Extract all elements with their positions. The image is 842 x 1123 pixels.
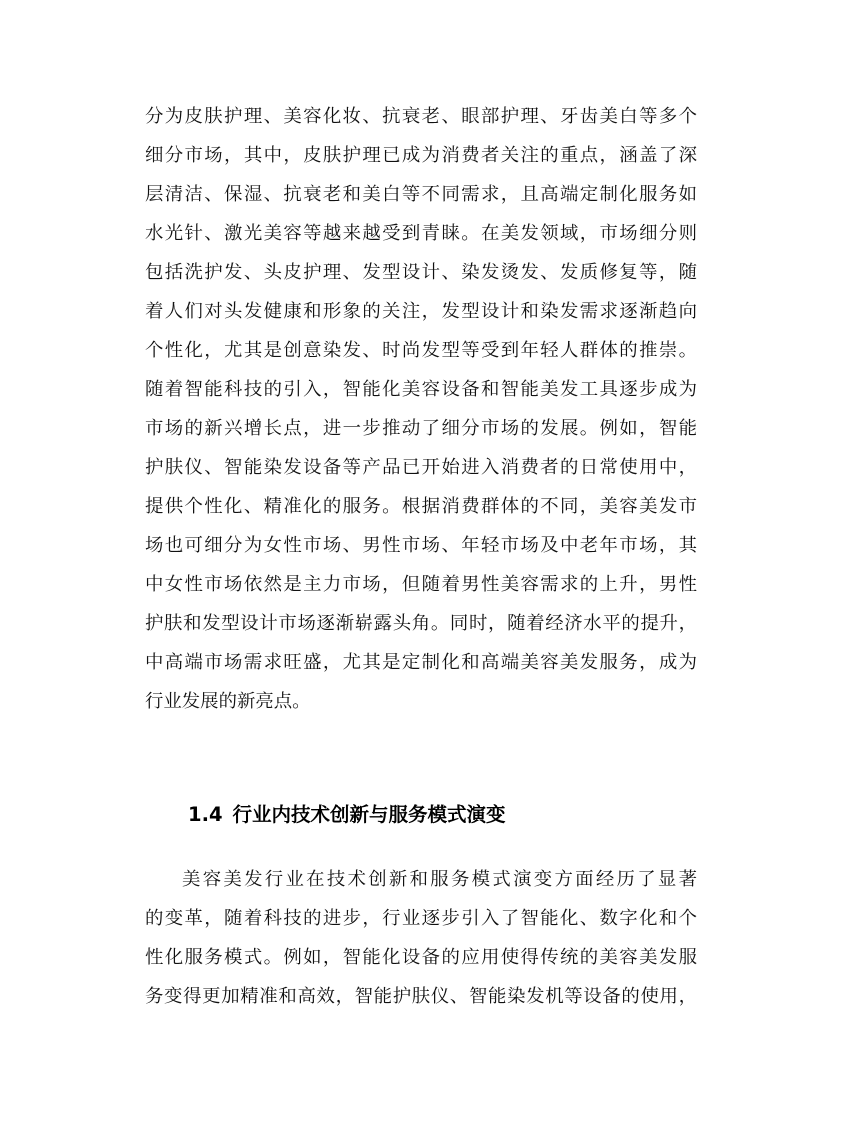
paragraph-line: 着人们对头发健康和形象的关注，发型设计和染发需求逐渐趋向 (145, 301, 697, 322)
paragraph-line: 美容美发行业在技术创新和服务模式演变方面经历了显著 (182, 869, 697, 890)
paragraph-line: 性化服务模式。例如，智能化设备的应用使得传统的美容美发服 (145, 947, 697, 968)
paragraph-line: 水光针、激光美容等越来越受到青睐。在美发领域，市场细分则 (145, 223, 697, 244)
paragraph-line: 分为皮肤护理、美容化妆、抗衰老、眼部护理、牙齿美白等多个 (145, 106, 697, 127)
paragraph-line: 行业发展的新亮点。 (145, 691, 311, 712)
paragraph-line: 中女性市场依然是主力市场，但随着男性美容需求的上升，男性 (145, 574, 697, 595)
paragraph-line: 细分市场，其中，皮肤护理已成为消费者关注的重点，涵盖了深 (145, 145, 697, 166)
paragraph-line: 场也可细分为女性市场、男性市场、年轻市场及中老年市场，其 (145, 535, 697, 556)
paragraph-line: 层清洁、保湿、抗衰老和美白等不同需求，且高端定制化服务如 (145, 184, 697, 205)
paragraph-line: 市场的新兴增长点，进一步推动了细分市场的发展。例如，智能 (145, 418, 697, 439)
paragraph-line: 个性化，尤其是创意染发、时尚发型等受到年轻人群体的推崇。 (145, 340, 697, 361)
paragraph-line: 包括洗护发、头皮护理、发型设计、染发烫发、发质修复等，随 (145, 262, 697, 283)
section-number: 1.4 (188, 803, 223, 826)
body-paragraph (145, 97, 697, 721)
paragraph-line: 护肤和发型设计市场逐渐崭露头角。同时，随着经济水平的提升， (145, 613, 697, 634)
paragraph-line: 的变革，随着科技的进步，行业逐步引入了智能化、数字化和个 (145, 908, 697, 929)
body-paragraph (145, 860, 697, 1016)
paragraph-line: 随着智能科技的引入，智能化美容设备和智能美发工具逐步成为 (145, 379, 697, 400)
paragraph-line: 务变得更加精准和高效，智能护肤仪、智能染发机等设备的使用， (145, 986, 697, 1007)
section-heading (188, 797, 506, 833)
paragraph-line: 中高端市场需求旺盛，尤其是定制化和高端美容美发服务，成为 (145, 652, 697, 673)
paragraph-line: 提供个性化、精准化的服务。根据消费群体的不同，美容美发市 (145, 496, 697, 517)
paragraph-line: 护肤仪、智能染发设备等产品已开始进入消费者的日常使用中， (145, 457, 697, 478)
section-title: 行业内技术创新与服务模式演变 (232, 803, 506, 826)
